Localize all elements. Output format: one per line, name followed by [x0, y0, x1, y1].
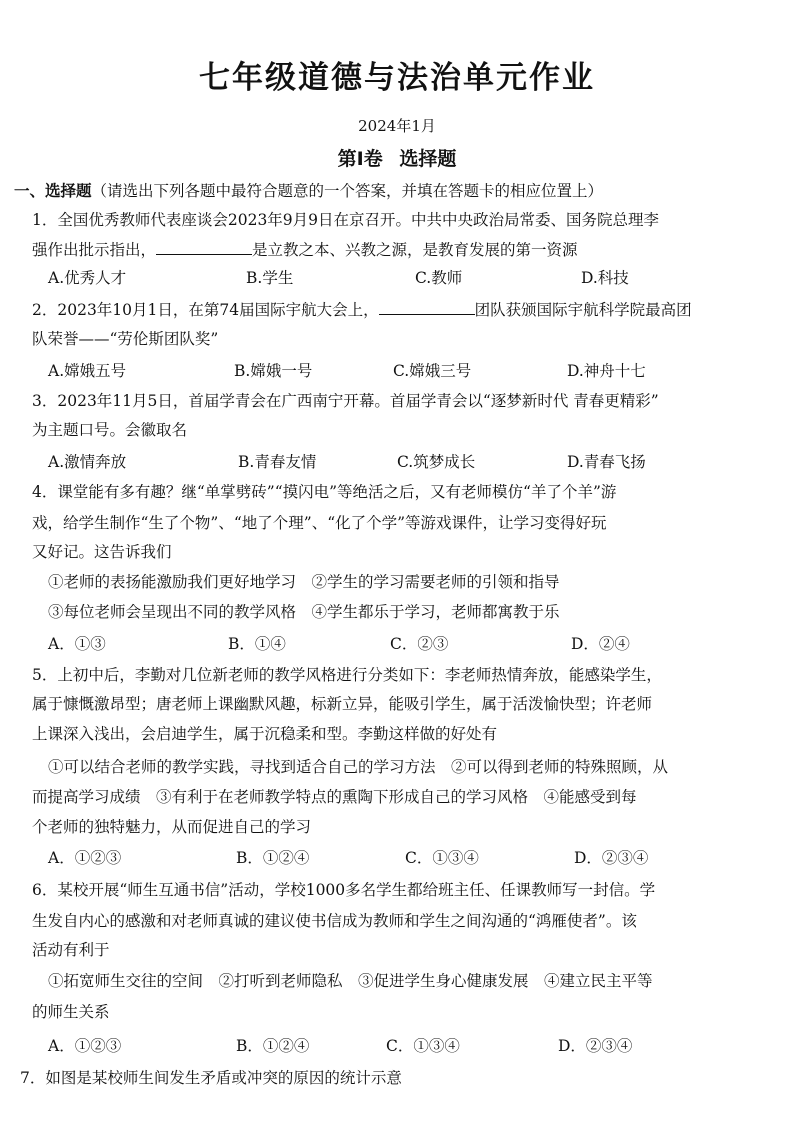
q2-option-d[interactable]: D.神舟十七	[567, 362, 646, 380]
q1-blank	[156, 240, 252, 255]
q5-option-a[interactable]: A．①②③	[48, 849, 122, 867]
q3-line1: 3．2023年11月5日，首届学青会在广西南宁开幕。首届学青会以“逐梦新时代 青春更精彩”	[32, 392, 659, 410]
q4-option-d[interactable]: D．②④	[571, 635, 630, 653]
q2-option-c[interactable]: C.嫦娥三号	[393, 362, 472, 380]
q1-line2	[32, 240, 578, 260]
date-line: 2024年1月	[358, 117, 436, 135]
q1-line1: 1．全国优秀教师代表座谈会2023年9月9日在京召开。中共中央政治局常委、国务院总理李	[32, 211, 660, 229]
q3-option-c[interactable]: C.筑梦成长	[397, 453, 476, 471]
q6-line1: 6．某校开展“师生互通书信”活动，学校1000多名学生都给班主任、任课教师写一封信。学	[32, 881, 656, 899]
q2-blank	[379, 300, 475, 315]
q5-option-d[interactable]: D．②③④	[574, 849, 649, 867]
q6-option-d[interactable]: D．②③④	[558, 1037, 633, 1055]
page-title: 七年级道德与法治单元作业	[199, 60, 595, 96]
q5-statements-1: ①可以结合老师的教学实践，寻找到适合自己的学习方法 ②可以得到老师的特殊照顾，从	[48, 758, 669, 776]
q1-text-after-blank: 是立教之本、兴教之源，是教育发展的第一资源	[252, 241, 578, 259]
q3-option-a[interactable]: A.激情奔放	[48, 453, 127, 471]
q1-text-before-blank: 强作出批示指出，	[32, 241, 157, 259]
volume-heading: 第Ⅰ卷 选择题	[337, 148, 457, 170]
q2-text-after-blank: 团队获颁国际宇航科学院最高团	[474, 301, 692, 319]
q1-option-c[interactable]: C.教师	[415, 269, 463, 287]
q6-line3: 活动有利于	[32, 941, 110, 959]
q4-statements-2: ③每位老师会呈现出不同的教学风格 ④学生都乐于学习，老师都寓教于乐	[48, 603, 560, 621]
q7-line1: 7．如图是某校师生间发生矛盾或冲突的原因的统计示意	[20, 1069, 402, 1087]
q6-line2: 生发自内心的感激和对老师真诚的建议使书信成为教师和学生之间沟通的“鸿雁使者”。该	[32, 912, 637, 930]
q5-option-b[interactable]: B．①②④	[236, 849, 310, 867]
q5-statements-3: 个老师的独特魅力，从而促进自己的学习	[32, 818, 312, 836]
q1-option-a[interactable]: A.优秀人才	[48, 269, 127, 287]
q5-statements-2: 而提高学习成绩 ③有利于在老师教学特点的熏陶下形成自己的学习风格 ④能感受到每	[32, 788, 637, 806]
q1-option-d[interactable]: D.科技	[581, 269, 629, 287]
q2-option-b[interactable]: B.嫦娥一号	[234, 362, 313, 380]
q2-text-before-blank: 2．2023年10月1日，在第74届国际宇航大会上，	[32, 301, 379, 319]
q1-option-b[interactable]: B.学生	[246, 269, 294, 287]
q6-statements-2: 的师生关系	[32, 1003, 110, 1021]
q4-option-b[interactable]: B．①④	[228, 635, 286, 653]
q4-statements-1: ①老师的表扬能激励我们更好地学习 ②学生的学习需要老师的引领和指导	[48, 573, 560, 591]
q2-line1	[32, 300, 692, 320]
q6-option-b[interactable]: B．①②④	[236, 1037, 310, 1055]
q3-line2: 为主题口号。会徽取名	[32, 421, 188, 439]
section-instruction: （请选出下列各题中最符合题意的一个答案，并填在答题卡的相应位置上）	[91, 182, 604, 200]
q5-line3: 上课深入浅出，会启迪学生，属于沉稳柔和型。李勤这样做的好处有	[32, 725, 498, 743]
q4-option-c[interactable]: C．②③	[390, 635, 449, 653]
q2-option-a[interactable]: A.嫦娥五号	[48, 362, 127, 380]
q5-line2: 属于慷慨激昂型；唐老师上课幽默风趣，标新立异，能吸引学生，属于活泼愉快型；许老师	[32, 695, 653, 713]
q2-line2: 队荣誉——“劳伦斯团队奖”	[32, 330, 219, 348]
q4-option-a[interactable]: A．①③	[48, 635, 106, 653]
q4-line2: 戏，给学生制作“生了个物”、“地了个理”、“化了个学”等游戏课件，让学习变得好玩	[32, 514, 607, 532]
q6-option-c[interactable]: C．①③④	[386, 1037, 460, 1055]
q5-option-c[interactable]: C．①③④	[405, 849, 479, 867]
q3-option-d[interactable]: D.青春飞扬	[567, 453, 646, 471]
q5-line1: 5．上初中后，李勤对几位新老师的教学风格进行分类如下：李老师热情奔放，能感染学生，	[32, 666, 662, 684]
q4-line3: 又好记。这告诉我们	[32, 543, 172, 561]
section-label: 一、选择题	[14, 182, 92, 200]
q4-line1: 4．课堂能有多有趣？继“单掌劈砖”“摸闪电”等绝活之后，又有老师模仿“羊了个羊”游	[32, 483, 617, 501]
q3-option-b[interactable]: B.青春友情	[238, 453, 317, 471]
section-heading	[14, 181, 603, 201]
q6-statements-1: ①拓宽师生交往的空间 ②打听到老师隐私 ③促进学生身心健康发展 ④建立民主平等	[48, 972, 653, 990]
q6-option-a[interactable]: A．①②③	[48, 1037, 122, 1055]
